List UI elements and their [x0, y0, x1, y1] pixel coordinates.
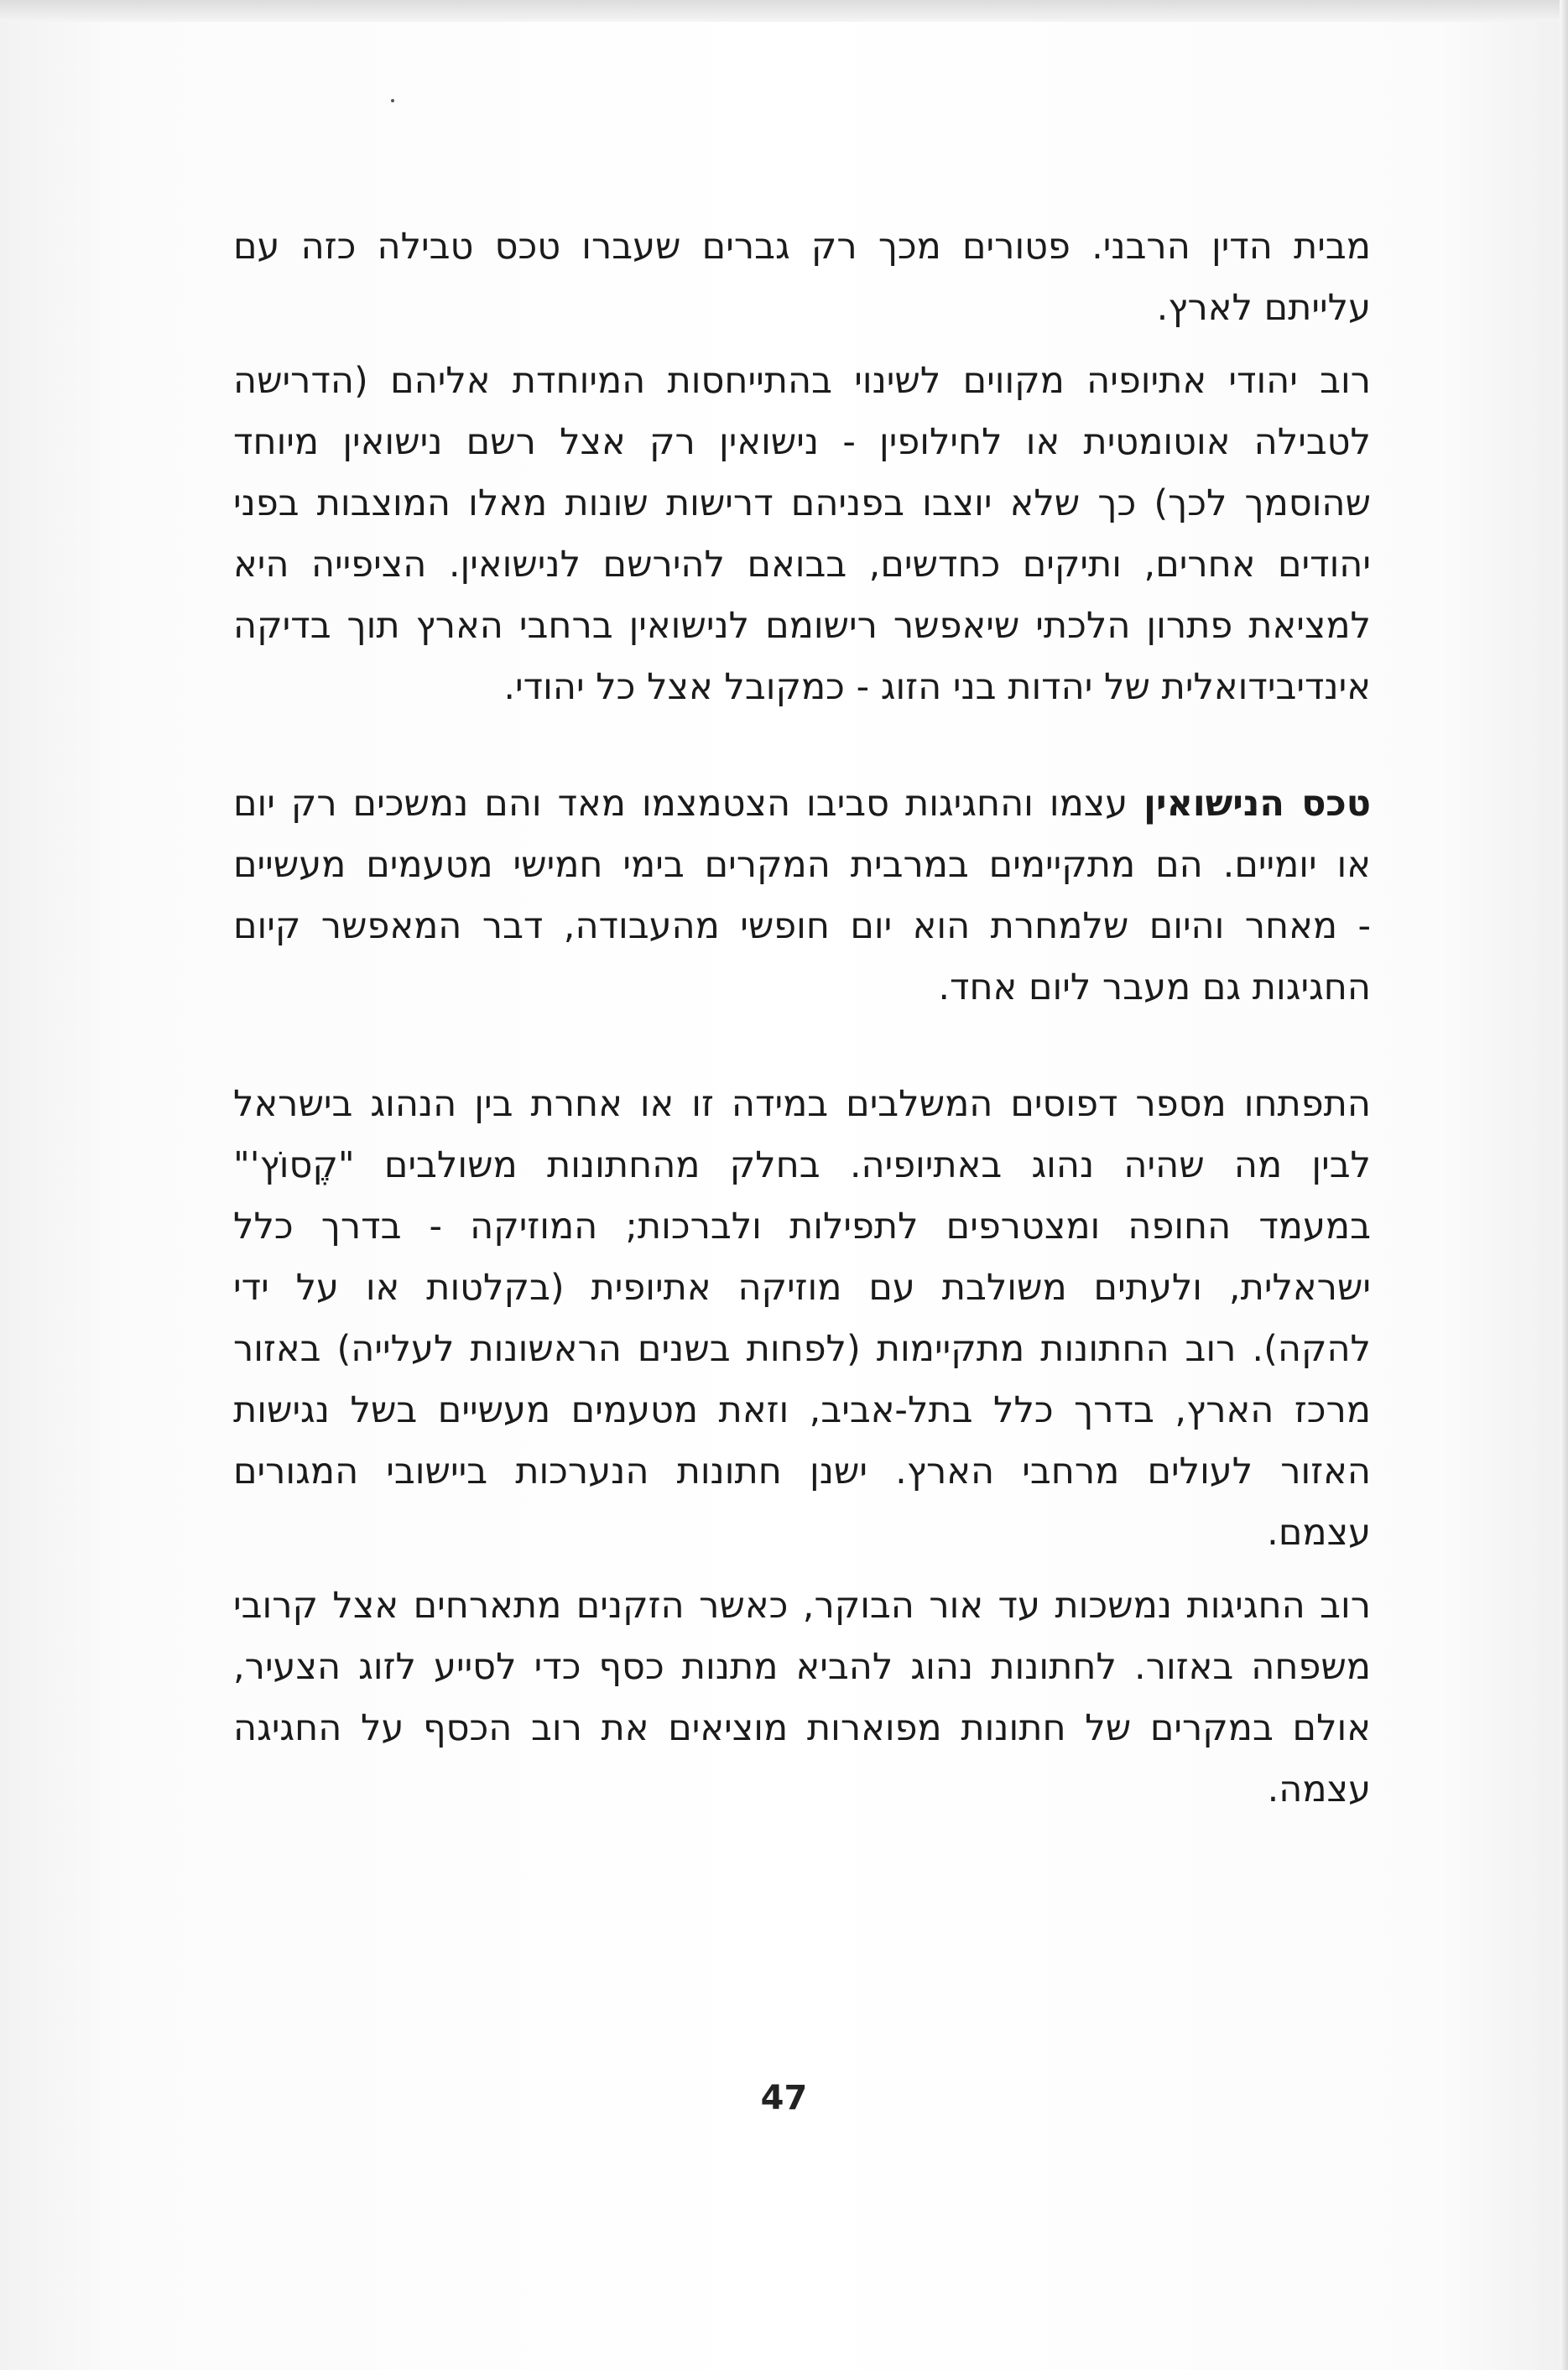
paragraph-2 [233, 351, 1371, 718]
scan-top-shadow [0, 0, 1568, 22]
text-line: משפחה באזור. לחתונות נהוג להביא מתנות כסף כדי לסייע לזוג הצעיר, [233, 1646, 1371, 1688]
text-line: התפתחו מספר דפוסים המשלבים במידה זו או אחרת בין הנהוג בישראל [233, 1083, 1371, 1125]
paragraph-1 [233, 216, 1371, 339]
text-line: מרכז הארץ, בדרך כלל בתל-אביב, וזאת מטעמים מעשיים בשל נגישות [233, 1389, 1371, 1431]
paragraph-4 [233, 1074, 1371, 1564]
scan-speck [391, 99, 394, 102]
scan-right-edge [1560, 0, 1568, 2370]
text-line: שהוסמך לכך) כך שלא יוצבו בפניהם דרישות שונות מאלו המוצבות בפני [233, 482, 1371, 524]
text-line: עצמה. [1267, 1768, 1371, 1810]
text-line: האזור לעולים מרחבי הארץ. ישנן חתונות הנערכות ביישובי המגורים [233, 1451, 1371, 1492]
page-number: 47 [760, 2079, 808, 2117]
text-line: אינדיבידואלית של יהדות בני הזוג - כמקובל אצל כל יהודי. [503, 666, 1371, 708]
text-line-rest: עצמו והחגיגות סביבו הצטמצמו מאד והם נמשכים רק יום [233, 783, 1144, 825]
text-line: למציאת פתרון הלכתי שיאפשר רישומם לנישואין ברחבי הארץ תוך בדיקה [233, 605, 1371, 647]
text-line: עלייתם לארץ. [1156, 287, 1371, 329]
text-line [233, 774, 1371, 835]
text-line: ישראלית, ולעתים משולבת עם מוזיקה אתיופית (בקלטות או על ידי [233, 1267, 1371, 1309]
text-line: לבין מה שהיה נהוג באתיופיה. בחלק מהחתונות משולבים "קֶסוֹץ'" [233, 1144, 1371, 1186]
text-line: אולם במקרים של חתונות מפוארות מוציאים את רוב הכסף על החגיגה [233, 1707, 1371, 1749]
text-line: רוב החגיגות נמשכות עד אור הבוקר, כאשר הזקנים מתארחים אצל קרובי [233, 1585, 1371, 1627]
text-line: לטבילה אוטומטית או לחילופין - נישואין רק אצל רשם נישואין מיוחד [233, 421, 1371, 463]
text-line: מבית הדין הרבני. פטורים מכך רק גברים שעברו טכס טבילה כזה עם [233, 226, 1371, 268]
paragraph-5 [233, 1576, 1371, 1820]
page-body [233, 216, 1371, 1820]
bold-lead-term: טכס הנישואין [1143, 783, 1371, 825]
text-line: להקה). רוב החתונות מתקיימות (לפחות בשנים הראשונות לעלייה) באזור [233, 1328, 1371, 1370]
text-line: - מאחר והיום שלמחרת הוא יום חופשי מהעבודה, דבר המאפשר קיום [233, 905, 1371, 947]
text-line: יהודים אחרים, ותיקים כחדשים, בבואם להירשם לנישואין. הציפייה היא [233, 544, 1371, 586]
text-line: במעמד החופה ומצטרפים לתפילות ולברכות; המוזיקה - בדרך כלל [233, 1206, 1371, 1248]
text-line: או יומיים. הם מתקיימים במרבית המקרים בימי חמישי מטעמים מעשיים [233, 844, 1371, 886]
text-line: רוב יהודי אתיופיה מקווים לשינוי בהתייחסות המיוחדת אליהם (הדרישה [233, 360, 1371, 402]
paragraph-3 [233, 774, 1371, 1018]
text-line: עצמם. [1267, 1512, 1371, 1554]
text-line: החגיגות גם מעבר ליום אחד. [938, 966, 1371, 1008]
